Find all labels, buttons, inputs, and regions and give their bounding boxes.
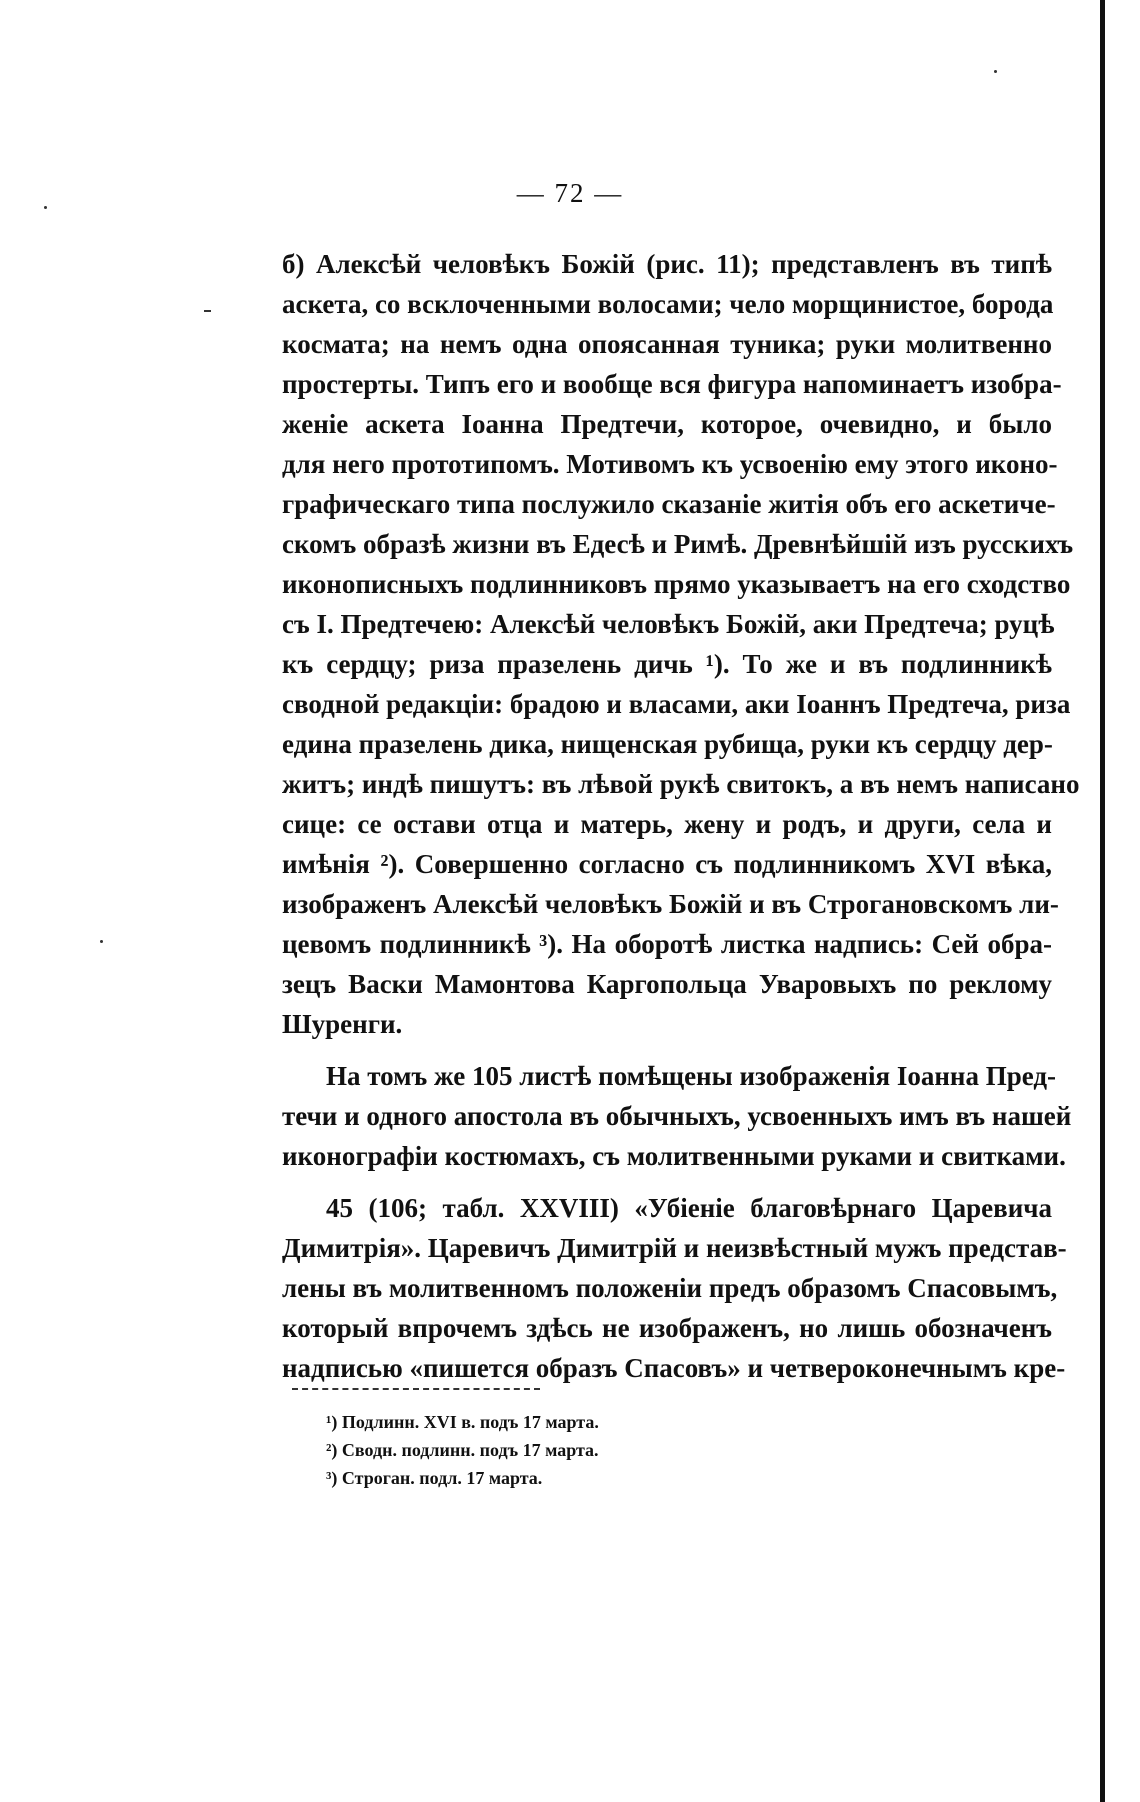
footnotes — [326, 1408, 599, 1492]
footnote-text: Сводн. подлинн. подъ 17 марта. — [341, 1440, 599, 1460]
footnote-text: Строган. подл. 17 марта. — [341, 1468, 543, 1488]
text-line: графическаго типа послужило сказаніе житія объ его аскетиче- — [282, 489, 1056, 519]
text-line: аскета, со всклоченными волосами; чело морщинистое, борода — [282, 289, 1054, 319]
text-line: который впрочемъ здѣсь не изображенъ, но лишь обозначенъ — [282, 1313, 1052, 1343]
text-line: лены въ молитвенномъ положеніи предъ образомъ Спасовымъ, — [282, 1273, 1058, 1303]
text-line: надписью «пишется образъ Спасовъ» и четвероконечнымъ кре- — [282, 1353, 1066, 1383]
footnote-mark: ¹) — [326, 1412, 338, 1432]
text-line: простерты. Типъ его и вообще вся фигура напоминаетъ изобра- — [282, 369, 1062, 399]
page-number: — 72 — — [516, 178, 624, 208]
footnote-text: Подлинн. XVI в. подъ 17 марта. — [341, 1412, 599, 1432]
text-line: Шуренги. — [282, 1009, 403, 1039]
body-text — [282, 244, 1080, 1388]
paragraph-gap — [282, 1176, 1052, 1188]
text-line: имѣнія ²). Совершенно согласно съ подлинникомъ XVI вѣка, — [282, 849, 1052, 879]
text-line: 45 (106; табл. XXVIII) «Убіеніе благовѣрнаго Царевича — [326, 1193, 1052, 1223]
text-line: едина празелень дика, нищенская рубища, руки къ сердцу дер- — [282, 729, 1053, 759]
text-line: Димитрія». Царевичъ Димитрій и неизвѣстный мужъ представ- — [282, 1233, 1067, 1263]
footnote-2 — [326, 1436, 599, 1464]
text-line: сводной редакціи: брадою и власами, аки Іоаннъ Предтеча, риза — [282, 689, 1071, 719]
text-line: житъ; индѣ пишутъ: въ лѣвой рукѣ свитокъ, а въ немъ написано — [282, 769, 1080, 799]
scan-speck — [204, 310, 211, 312]
text-line: иконописныхъ подлинниковъ прямо указываетъ на его сходство — [282, 569, 1071, 599]
footnote-3 — [326, 1464, 599, 1492]
text-line: иконографіи костюмахъ, съ молитвенными руками и свитками. — [282, 1141, 1066, 1171]
text-line: скомъ образѣ жизни въ Едесѣ и Римѣ. Древнѣйшій изъ русскихъ — [282, 529, 1074, 559]
text-line: женіе аскета Іоанна Предтечи, которое, очевидно, и было — [282, 409, 1052, 439]
scan-speck — [100, 940, 103, 943]
text-line: сице: се остави отца и матерь, жену и родъ, и други, села и — [282, 809, 1052, 839]
text-line: течи и одного апостола въ обычныхъ, усвоенныхъ имъ въ нашей — [282, 1101, 1072, 1131]
scan-speck — [994, 70, 997, 73]
page-edge-rule — [1100, 0, 1105, 1802]
footnote-mark: ²) — [326, 1440, 338, 1460]
text-line: изображенъ Алексѣй человѣкъ Божій и въ Строгановскомъ ли- — [282, 889, 1059, 919]
text-line: для него прототипомъ. Мотивомъ къ усвоенію ему этого иконо- — [282, 449, 1058, 479]
text-line: цевомъ подлинникѣ ³). На оборотѣ листка надпись: Сей обра- — [282, 929, 1052, 959]
text-line: зецъ Васки Мамонтова Каргопольца Уваровыхъ по реклому — [282, 969, 1052, 999]
footnote-1 — [326, 1408, 599, 1436]
text-line: космата; на немъ одна опоясанная туника; руки молитвенно — [282, 329, 1052, 359]
text-line: На томъ же 105 листѣ помѣщены изображенія Іоанна Пред- — [326, 1061, 1056, 1091]
footnote-separator — [292, 1388, 540, 1390]
paragraph-gap — [282, 1044, 1052, 1056]
text-line: б) Алексѣй человѣкъ Божій (рис. 11); представленъ въ типѣ — [282, 249, 1052, 279]
text-line: къ сердцу; риза празелень дичь ¹). То же и въ подлинникѣ — [282, 649, 1052, 679]
text-line: съ І. Предтечею: Алексѣй человѣкъ Божій, аки Предтеча; руцѣ — [282, 609, 1055, 639]
footnote-mark: ³) — [326, 1468, 338, 1488]
